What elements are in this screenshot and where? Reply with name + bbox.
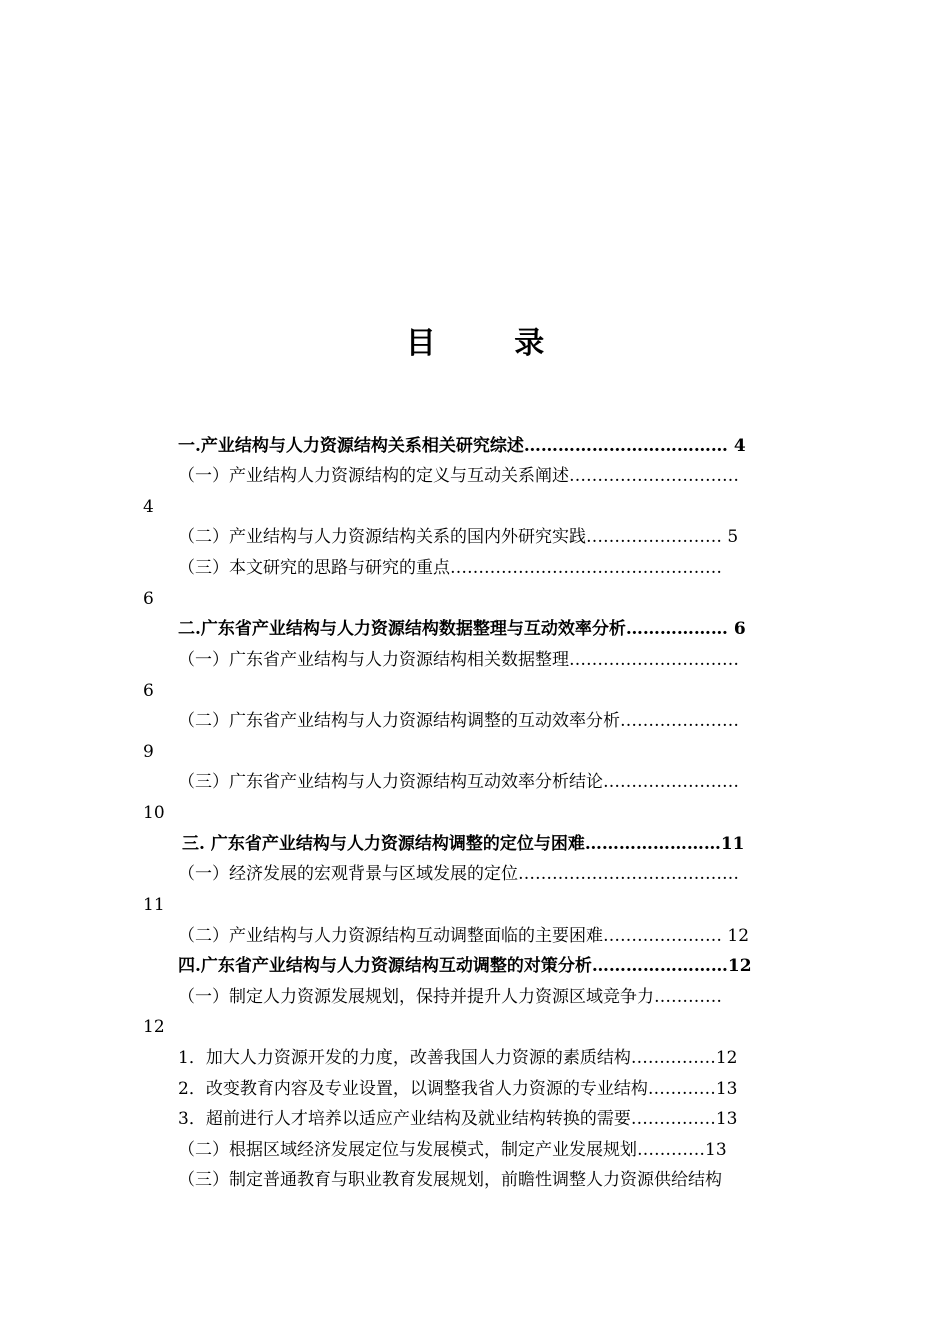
toc-page-number: 6 [143,589,154,609]
toc-entry-4-1-1[interactable]: 1．加大人力资源开发的力度，改善我国人力资源的素质结构……………12 [178,1048,738,1068]
toc-page-number: 10 [143,803,165,823]
toc-page-number: 6 [143,681,154,701]
toc-entry-1[interactable]: 一.产业结构与人力资源结构关系相关研究综述……………………………… 4 [178,436,746,456]
toc-entry-1-2[interactable]: （二）产业结构与人力资源结构关系的国内外研究实践…………………… 5 [178,527,739,547]
toc-page-number: 4 [143,497,154,517]
toc-entry-1-3[interactable]: （三）本文研究的思路与研究的重点………………………………………… [178,558,722,578]
toc-page-number: 9 [143,742,154,762]
toc-entry-2-3[interactable]: （三）广东省产业结构与人力资源结构互动效率分析结论…………………… [178,772,739,792]
toc-entry-2[interactable]: 二.广东省产业结构与人力资源结构数据整理与互动效率分析……………… 6 [178,619,746,639]
toc-entry-1-1[interactable]: （一）产业结构人力资源结构的定义与互动关系阐述………………………… [178,466,739,486]
toc-entry-3[interactable]: 三. 广东省产业结构与人力资源结构调整的定位与困难……………………11 [182,834,745,854]
toc-entry-4-3[interactable]: （三）制定普通教育与职业教育发展规划，前瞻性调整人力资源供给结构 [178,1170,722,1190]
toc-entry-4-1-3[interactable]: 3．超前进行人才培养以适应产业结构及就业结构转换的需要……………13 [178,1109,738,1129]
toc-entry-2-1[interactable]: （一）广东省产业结构与人力资源结构相关数据整理………………………… [178,650,739,670]
toc-entry-3-1[interactable]: （一）经济发展的宏观背景与区域发展的定位………………………………… [178,864,739,884]
toc-entry-4-1-2[interactable]: 2．改变教育内容及专业设置，以调整我省人力资源的专业结构…………13 [178,1079,738,1099]
toc-entry-4[interactable]: 四.广东省产业结构与人力资源结构互动调整的对策分析……………………12 [178,956,752,976]
page-title: 目 录 [405,326,579,361]
toc-page-number: 12 [143,1017,165,1037]
toc-entry-4-2[interactable]: （二）根据区域经济发展定位与发展模式，制定产业发展规划…………13 [178,1140,727,1160]
toc-page-number: 11 [143,895,165,915]
toc-entry-2-2[interactable]: （二）广东省产业结构与人力资源结构调整的互动效率分析………………… [178,711,739,731]
toc-entry-4-1[interactable]: （一）制定人力资源发展规划，保持并提升人力资源区域竞争力………… [178,987,722,1007]
toc-entry-3-2[interactable]: （二）产业结构与人力资源结构互动调整面临的主要困难………………… 12 [178,926,750,946]
